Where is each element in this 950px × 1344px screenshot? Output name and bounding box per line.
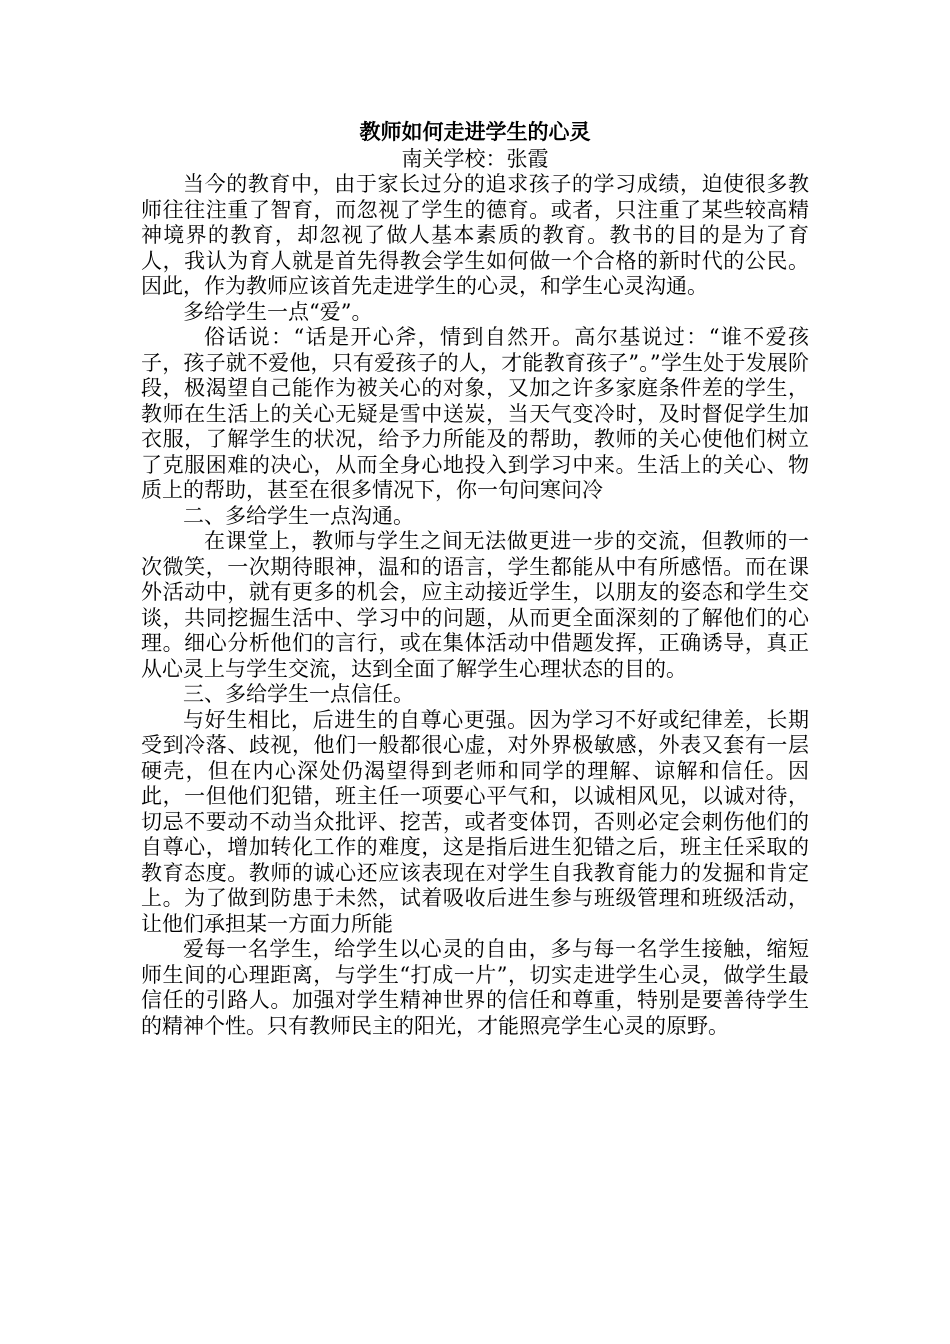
- paragraph-communication: 在课堂上，教师与学生之间无法做更进一步的交流，但教师的一次微笑，一次期待眼神，温和的语言，学生都能从中有所感悟。而在课外活动中，就有更多的机会，应主动接近学生，以朋友的姿态和学生交谈，共同挖掘生活中、学习中的问题，从而更全面深刻的了解他们的心理。细心分析他们的言行，或在集体活动中借题发挥，正确诱导，真正从心灵上与学生交流，达到全面了解学生心理状态的目的。: [141, 529, 809, 681]
- document-author: 南关学校：张霞: [401, 147, 549, 171]
- document-page: [141, 118, 809, 1039]
- paragraph-love: 俗话说：“话是开心斧，情到自然开。高尔基说过：“谁不爱孩子，孩子就不爱他，只有爱孩子的人，才能教育孩子”。”学生处于发展阶段，极渴望自己能作为被关心的对象，又加之许多家庭条件差的学生，教师在生活上的关心无疑是雪中送炭，当天气变冷时，及时督促学生加衣服，了解学生的状况，给予力所能及的帮助，教师的关心使他们树立了克服困难的决心，从而全身心地投入到学习中来。生活上的关心、物质上的帮助，甚至在很多情况下，你一句问寒问冷: [141, 325, 809, 502]
- paragraph-trust: 与好生相比，后进生的自尊心更强。因为学习不好或纪律差，长期受到冷落、歧视，他们一般都很心虚，对外界极敏感，外表又套有一层硬壳，但在内心深处仍渴望得到老师和同学的理解、谅解和信任。因此，一但他们犯错，班主任一项要心平气和，以诚相风见，以诚对待，切忌不要动不动当众批评、挖苦，或者变体罚，否则必定会刺伤他们的自尊心，增加转化工作的难度，这是指后进生犯错之后，班主任采取的教育态度。教师的诚心还应该表现在对学生自我教育能力的发掘和肯定上。为了做到防患于未然，试着吸收后进生参与班级管理和班级活动，让他们承担某一方面力所能: [141, 707, 809, 936]
- section-heading-love: 多给学生一点“爱”。: [183, 299, 373, 324]
- section-heading-trust: 三、多给学生一点信任。: [183, 682, 414, 706]
- section-heading-communication: 二、多给学生一点沟通。: [183, 503, 414, 528]
- paragraph-intro: 当今的教育中，由于家长过分的追求孩子的学习成绩，迫使很多教师往往注重了智育，而忽视了学生的德育。或者，只注重了某些较高精神境界的教育，却忽视了做人基本素质的教育。教书的目的是为了育人，我认为育人就是首先得教会学生如何做一个合格的新时代的公民。因此，作为教师应该首先走进学生的心灵，和学生心灵沟通。: [141, 172, 809, 298]
- document-title: 教师如何走进学生的心灵: [359, 119, 591, 144]
- paragraph-conclusion: 爱每一名学生，给学生以心灵的自由，多与每一名学生接触，缩短师生间的心理距离，与学生“打成一片”，切实走进学生心灵，做学生最信任的引路人。加强对学生精神世界的信任和尊重，特别是要善待学生的精神个性。只有教师民主的阳光，才能照亮学生心灵的原野。: [141, 937, 809, 1038]
